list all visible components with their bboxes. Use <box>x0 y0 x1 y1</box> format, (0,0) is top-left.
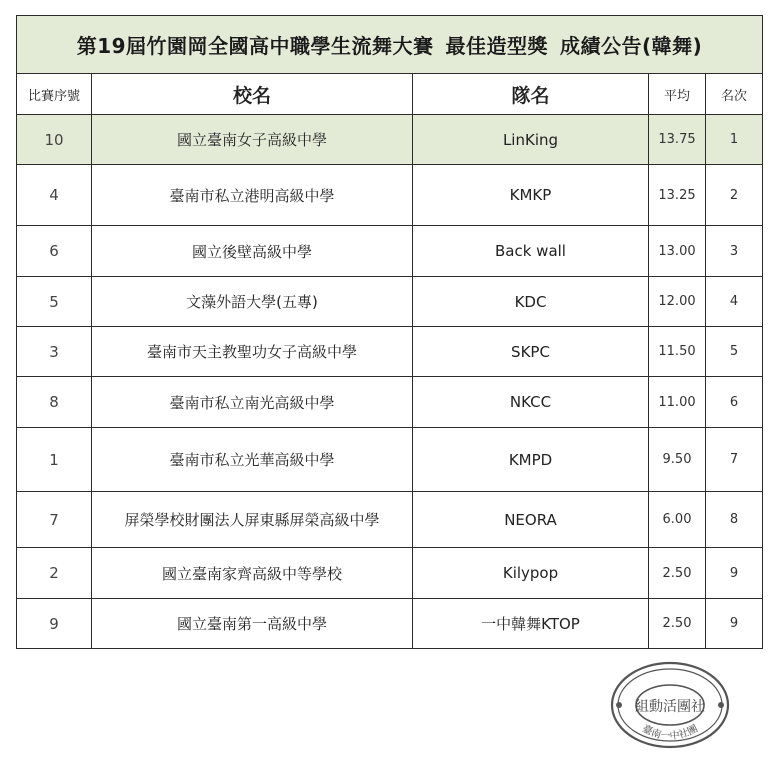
title-award: 最佳造型獎 <box>445 34 549 58</box>
rank-cell: 8 <box>706 492 763 548</box>
school-cell: 臺南市私立南光高級中學 <box>92 377 413 428</box>
school-cell: 國立後壁高級中學 <box>92 226 413 277</box>
entry-no-cell: 4 <box>17 165 92 226</box>
table-row <box>17 492 763 548</box>
average-cell: 13.00 <box>649 226 706 277</box>
rank-cell: 9 <box>706 599 763 649</box>
header-school: 校名 <box>92 74 413 115</box>
average-cell: 9.50 <box>649 428 706 492</box>
school-cell: 臺南市私立光華高級中學 <box>92 428 413 492</box>
rank-cell: 5 <box>706 327 763 377</box>
rank-cell: 4 <box>706 277 763 327</box>
club-seal-stamp <box>608 660 732 750</box>
team-cell: KMPD <box>413 428 649 492</box>
average-cell: 12.00 <box>649 277 706 327</box>
team-cell: SKPC <box>413 327 649 377</box>
school-cell: 屏榮學校財團法人屏東縣屏榮高級中學 <box>92 492 413 548</box>
school-cell: 臺南市天主教聖功女子高級中學 <box>92 327 413 377</box>
results-table <box>16 15 763 649</box>
entry-no-cell: 5 <box>17 277 92 327</box>
table-row <box>17 377 763 428</box>
school-cell: 國立臺南女子高級中學 <box>92 115 413 165</box>
team-cell: Kilypop <box>413 548 649 599</box>
rank-cell: 1 <box>706 115 763 165</box>
team-cell: KMKP <box>413 165 649 226</box>
rank-cell: 7 <box>706 428 763 492</box>
team-cell: Back wall <box>413 226 649 277</box>
table-row <box>17 165 763 226</box>
entry-no-cell: 2 <box>17 548 92 599</box>
entry-no-cell: 7 <box>17 492 92 548</box>
title-notice: 成績公告(韓舞) <box>560 34 703 58</box>
average-cell: 13.25 <box>649 165 706 226</box>
entry-no-cell: 6 <box>17 226 92 277</box>
team-cell: NEORA <box>413 492 649 548</box>
table-row <box>17 277 763 327</box>
seal-graphic <box>608 660 732 750</box>
table-row <box>17 226 763 277</box>
seal-center-text: 組動活團社 <box>635 699 705 715</box>
table-row <box>17 548 763 599</box>
team-cell: NKCC <box>413 377 649 428</box>
title-main: 第19屆竹園岡全國高中職學生流舞大賽 <box>76 34 434 58</box>
average-cell: 13.75 <box>649 115 706 165</box>
average-cell: 2.50 <box>649 599 706 649</box>
entry-no-cell: 10 <box>17 115 92 165</box>
results-sheet <box>16 15 762 649</box>
header-team: 隊名 <box>413 74 649 115</box>
table-row <box>17 115 763 165</box>
entry-no-cell: 9 <box>17 599 92 649</box>
school-cell: 國立臺南第一高級中學 <box>92 599 413 649</box>
table-row <box>17 327 763 377</box>
entry-no-cell: 1 <box>17 428 92 492</box>
average-cell: 11.50 <box>649 327 706 377</box>
page-title <box>17 16 763 74</box>
table-row <box>17 599 763 649</box>
team-cell: KDC <box>413 277 649 327</box>
rank-cell: 9 <box>706 548 763 599</box>
school-cell: 文藻外語大學(五專) <box>92 277 413 327</box>
average-cell: 11.00 <box>649 377 706 428</box>
entry-no-cell: 8 <box>17 377 92 428</box>
seal-ring-textpath: 臺南一中社團 <box>640 723 700 743</box>
team-cell: 一中韓舞KTOP <box>413 599 649 649</box>
header-average: 平均 <box>649 74 706 115</box>
team-cell: LinKing <box>413 115 649 165</box>
school-cell: 臺南市私立港明高級中學 <box>92 165 413 226</box>
rank-cell: 6 <box>706 377 763 428</box>
header-row <box>17 74 763 115</box>
entry-no-cell: 3 <box>17 327 92 377</box>
result-rows <box>17 115 763 649</box>
average-cell: 2.50 <box>649 548 706 599</box>
header-rank: 名次 <box>706 74 763 115</box>
header-entry-no: 比賽序號 <box>17 74 92 115</box>
table-row <box>17 428 763 492</box>
school-cell: 國立臺南家齊高級中等學校 <box>92 548 413 599</box>
rank-cell: 3 <box>706 226 763 277</box>
rank-cell: 2 <box>706 165 763 226</box>
title-row <box>17 16 763 74</box>
average-cell: 6.00 <box>649 492 706 548</box>
